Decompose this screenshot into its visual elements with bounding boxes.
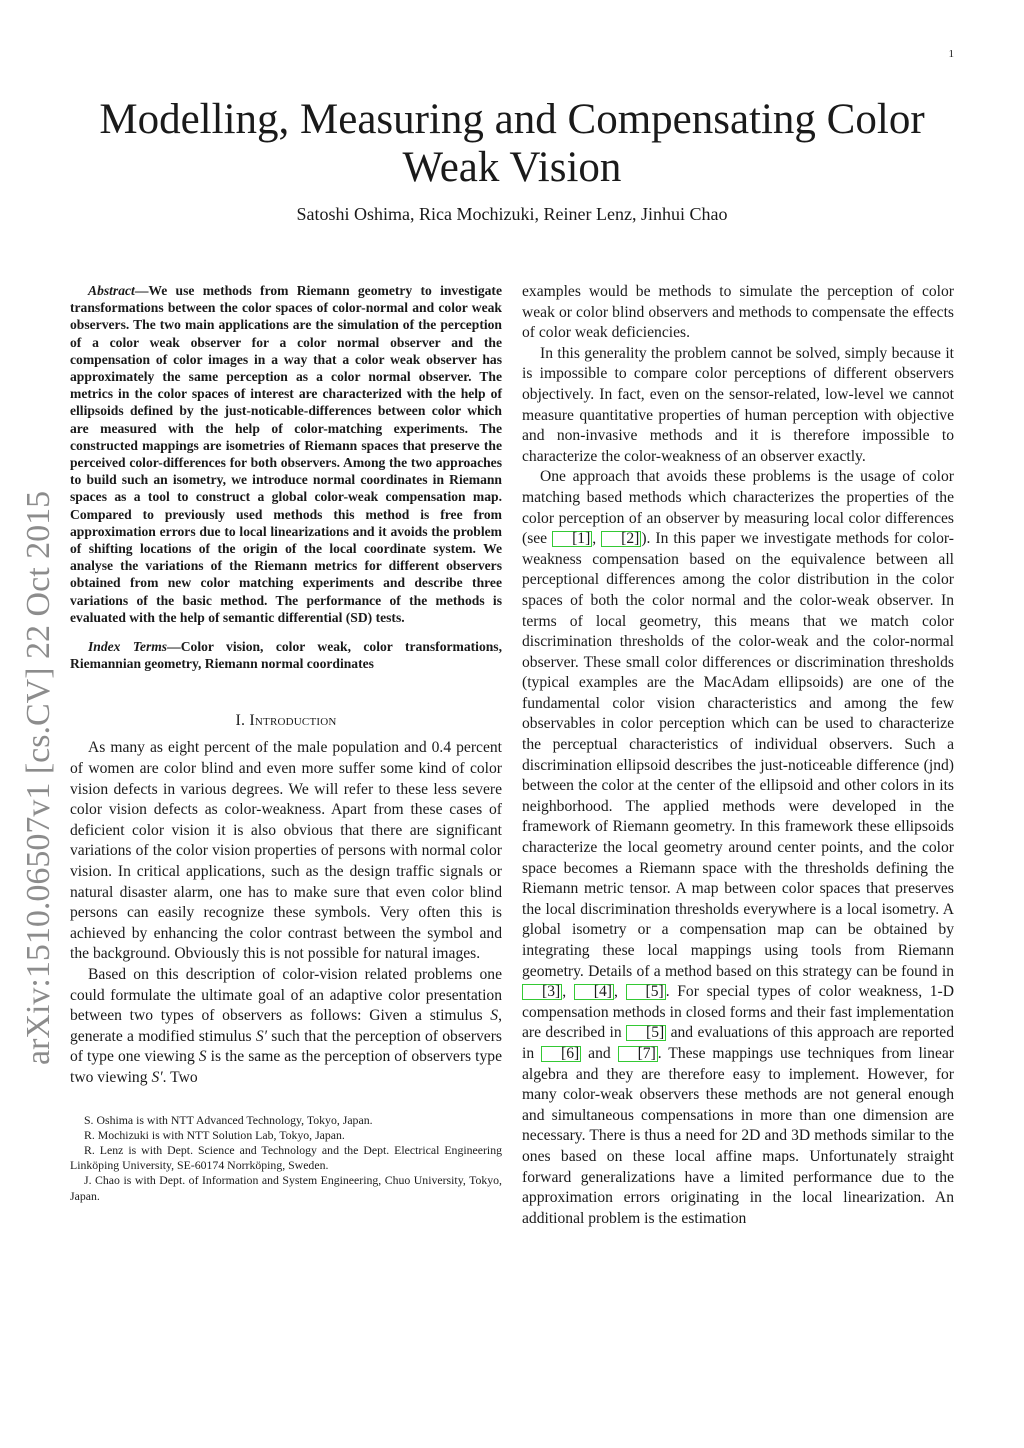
math-var-s-prime: S′	[255, 1027, 268, 1045]
footnote: R. Mochizuki is with NTT Solution Lab, Tokyo, Japan.	[84, 1127, 345, 1142]
right-column	[522, 282, 954, 1229]
citation-link-4[interactable]: [4]	[574, 984, 614, 1000]
text-span: . For special types of color weakness, 1-D compensation methods in closed forms and their fast implementation are described in	[522, 983, 955, 1042]
text-span: ,	[562, 983, 574, 1001]
citation-link-7[interactable]: [7]	[618, 1046, 658, 1062]
abstract	[70, 282, 502, 626]
section-number: I.	[235, 712, 246, 730]
footnote: J. Chao is with Dept. of Information and System Engineering, Chuo University, Tokyo, Japan.	[70, 1173, 502, 1203]
intro-paragraph-1: As many as eight percent of the male population and 0.4 percent of women are color blind and even more suffer some kind of color vision defects in various degrees. We will refer to these less severe color vision defects as color-weakness. Apart from these cases of deficient color vision it is also obvious that there are significant variations of the color vision properties of persons with normal color vision. In critical applications, such as the design traffic signals or natural disaster alarm, one has to make sure that even color blind persons can easily recognize these symbols. Very often this is achieved by enhancing the color contrast between the symbol and the background. Obviously this is not possible for natural images.	[70, 739, 502, 963]
page-number: 1	[948, 48, 954, 60]
index-terms-label: Index Terms	[88, 639, 168, 655]
citation-link-6[interactable]: [6]	[541, 1046, 581, 1062]
intro-paragraph-2	[70, 965, 502, 1089]
right-paragraph-3	[522, 467, 954, 1229]
math-var-s-prime: S′	[151, 1068, 163, 1086]
citation-link-2[interactable]: [2]	[601, 531, 641, 547]
text-span: . These mappings use techniques from linear algebra and they are therefore easy to implement. However, for many color-weak observers these methods are not general enough and simultaneous compensations in more than one dimension are necessary. There is thus a need for 2D and 3D methods similar to the ones based on these local affine maps. Unfortunately straight forward generalizations have a limited performance due to the approximation errors originating in the local linearization. An additional problem is the estimation	[522, 1044, 954, 1227]
math-var-s: S	[198, 1048, 207, 1066]
citation-link-5[interactable]: [5]	[626, 1025, 666, 1041]
abstract-label: Abstract	[88, 283, 135, 298]
abstract-text: —We use methods from Riemann geometry to investigate transformations between the color spaces of color-normal and color weak observers. The two main applications are the simulation of the perception of a color weak observer for a color normal observer and the compensation of color images in a way that a color weak observer has approximately the same perception as a color normal observer. The metrics in the color spaces of interest are characterized with the help of ellipsoids defined by the just-noticable-differences between color which are measured with the help of color-matching experiments. The constructed mappings are isometries of Riemann spaces that preserve the perceived color-differences for both observers. Among the two approaches to build such an isometry, we introduce normal coordinates in Riemann spaces as a tool to construct a global color-weak compensation map. Compared to previously used methods this method is free from approximation errors due to local linearizations and it avoids the problem of shifting locations of the origin of the local coordinate system. We analyse the variations of the Riemann metrics for different observers obtained from new color matching experiments and describe three variations of the basic method. The performance of the methods is evaluated with the help of semantic differential (SD) tests.	[70, 283, 502, 625]
footnote: R. Lenz is with Dept. Science and Technology and the Dept. Electrical Engineering Linköping University, SE-60174 Norrköping, Sweden.	[70, 1142, 502, 1173]
right-paragraph-2: In this generality the problem cannot be solved, simply because it is impossible to compare color perceptions of different observers objectively. In fact, even on the sensor-related, low-level we cannot measure quantitative properties of human perception with objective and non-invasive methods and it is therefore impossible to characterize the color-weakness of an observer exactly.	[522, 344, 954, 465]
footnotes	[70, 1113, 502, 1204]
math-var-s: S	[490, 1007, 499, 1025]
section-title: Introduction	[249, 712, 337, 730]
paper-title: Modelling, Measuring and Compensating Color Weak Vision	[99, 96, 925, 191]
citation-link-1[interactable]: [1]	[552, 531, 592, 547]
text-span: and evaluations of this approach are reported in	[522, 1024, 954, 1062]
left-column	[70, 282, 502, 1204]
right-paragraph-1: examples would be methods to simulate the perception of color weak or color blind observers and methods to compensate the effects of color weak deficiencies.	[522, 283, 954, 342]
text-span: , generate a modified stimulus	[70, 1007, 502, 1045]
text-span: ). In this paper we investigate methods for color-weakness compensation based on the equivalence between all perceptional differences among the color distribution in the color spaces of both the color normal and the color-weak observer. In terms of local geometry, this means that we match color discrimination thresholds of the color-weak and the color-normal observer. These small color differences or discrimination thresholds (typical examples are the MacAdam ellipsoids) are one of the fundamental color vision characteristics and among the few observables in color perception which can be used to characterize the perceptual characteristics of individual observers. Such a discrimination ellipsoid describes the just-noticeable difference (jnd) between the color at the center of the ellipsoid and other colors in its neighborhood. The applied methods were developed in the framework of Riemann geometry. In this framework these ellipsoids characterize the local geometry around center points, and the color space becomes a Riemann space with the thresholds defining the Riemann metric tensor. A map between color spaces that preserves the local discrimination thresholds everywhere is a local isometry. A global isometry or a compensation map can be obtained by integrating these local mappings using tools from Riemann geometry. Details of a method based on this strategy can be found in	[522, 530, 954, 980]
text-span: such that the perception of observers of type one viewing	[70, 1027, 502, 1066]
text-span: is the same as the perception of observers type two viewing	[70, 1048, 502, 1086]
citation-link-5[interactable]: [5]	[626, 984, 666, 1000]
author-list: Satoshi Oshima, Rica Mochizuki, Reiner Lenz, Jinhui Chao	[296, 204, 728, 224]
section-heading-introduction	[70, 712, 502, 730]
text-span: One approach that avoids these problems is the usage of color matching based methods which characterizes the properties of the color perception of an observer by measuring local color differences (see	[522, 468, 954, 548]
index-terms	[70, 638, 502, 672]
arxiv-stamp: arXiv:1510.06507v1 [cs.CV] 22 Oct 2015	[20, 490, 57, 1065]
index-terms-text: —Color vision, color weak, color transformations, Riemannian geometry, Riemann normal coordinates	[70, 639, 503, 672]
text-span: Based on this description of color-vision related problems one could formulate the ultimate goal of an adaptive color presentation between two types of observers as follows: Given a stimulus	[70, 966, 502, 1025]
text-span: and	[581, 1044, 618, 1062]
text-span: ,	[592, 530, 602, 548]
citation-link-3[interactable]: [3]	[522, 984, 562, 1000]
text-span: ,	[613, 983, 626, 1001]
footnote: S. Oshima is with NTT Advanced Technology, Tokyo, Japan.	[84, 1112, 373, 1127]
text-span: . Two	[162, 1068, 198, 1086]
